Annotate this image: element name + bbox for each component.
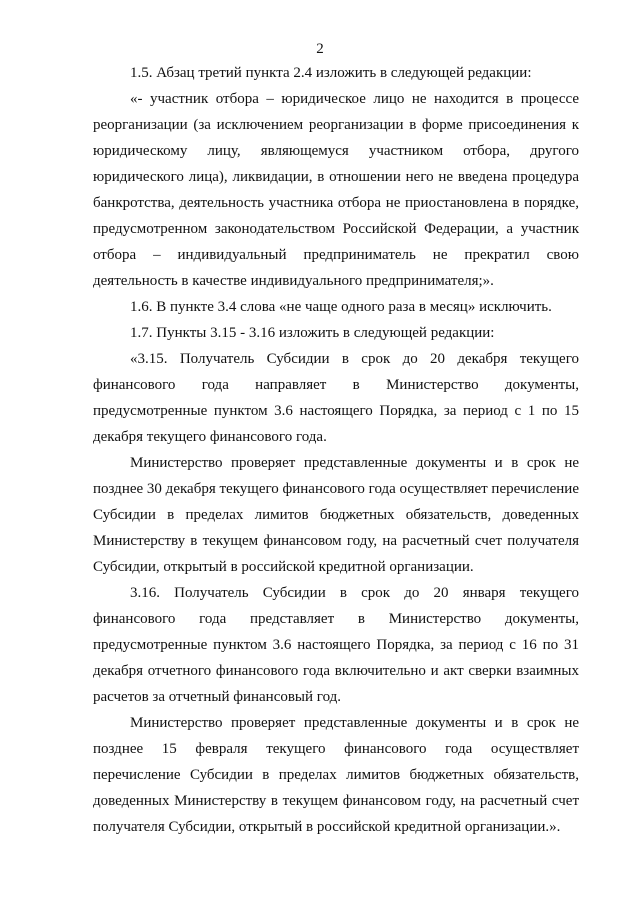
paragraph-1-5: 1.5. Абзац третий пункта 2.4 изложить в следующей редакции: (130, 65, 532, 81)
paragraph-3-16: 3.16. Получатель Субсидии в срок до 20 января текущего финансового года представляет в Министерство документы, предусмотренные пунктом 3.6 настоящего Порядка, за период с 16 по 31 декабря отчетного финансового года включительно и акт сверки взаимных расчетов за отчетный финансовый год. (93, 585, 579, 705)
paragraph-1-6: 1.6. В пункте 3.4 слова «не чаще одного раза в месяц» исключить. (130, 299, 552, 315)
paragraph-quote-2-4: «- участник отбора – юридическое лицо не находится в процессе реорганизации (за исключением реорганизации в форме присоединения к юридическому лицу, являющемуся участником отбора, другого юридического лица), ликвидации, в отношении него не введена процедура банкротства, деятельность участника отбора не приостановлена в порядке, предусмотренном законодательством Российской Федерации, а участник отбора – индивидуальный предприниматель не прекратил свою деятельность в качестве индивидуального предпринимателя;». (93, 91, 579, 289)
paragraph-3-15: «3.15. Получатель Субсидии в срок до 20 декабря текущего финансового года направляет в Министерство документы, предусмотренные пунктом 3.6 настоящего Порядка, за период с 1 по 15 декабря текущего финансового года. (93, 351, 579, 445)
document-body (93, 60, 579, 840)
paragraph-3-16-ministry: Министерство проверяет представленные документы и в срок не позднее 15 февраля текущего финансового года осуществляет перечисление Субсидии в пределах лимитов бюджетных обязательств, доведенных Министерству в текущем финансовом году, на расчетный счет получателя Субсидии, открытый в российской кредитной организации.». (93, 715, 579, 835)
page-number: 2 (316, 41, 324, 57)
paragraph-1-7: 1.7. Пункты 3.15 - 3.16 изложить в следующей редакции: (130, 325, 495, 341)
paragraph-3-15-ministry: Министерство проверяет представленные документы и в срок не позднее 30 декабря текущего финансового года осуществляет перечисление Субсидии в пределах лимитов бюджетных обязательств, доведенных Министерству в текущем финансовом году, на расчетный счет получателя Субсидии, открытый в российской кредитной организации. (93, 455, 579, 575)
